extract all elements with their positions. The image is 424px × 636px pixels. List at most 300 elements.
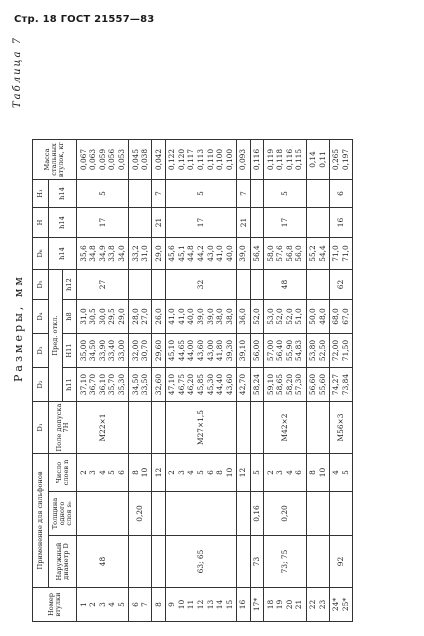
d5-value (236, 270, 250, 300)
col-d2-header: D₂ (33, 368, 49, 402)
d6-value-value: 34,0 (116, 245, 126, 262)
bushing-number-value: 5 (116, 602, 126, 607)
d4-value-value: 48,0 (317, 308, 327, 325)
bushing-number-value: 13 (205, 599, 215, 610)
layer-count-value: 2 (167, 470, 177, 475)
d2-value-value: 59,10 (265, 373, 275, 396)
mass-value-value: 0,117 (186, 148, 196, 171)
d6-value-value: 45,1 (176, 245, 186, 262)
bushing-number-value: 11 (186, 599, 196, 610)
mass-value-value: 0,265 (331, 148, 341, 171)
layer-count-value: 4 (97, 470, 107, 475)
mass-value-value: 0,115 (294, 148, 304, 171)
layer-count-value: 4 (284, 470, 294, 475)
d3-value-value: 34,50 (88, 339, 98, 362)
h-value: 21 (152, 208, 166, 238)
d2-value-value: 58,24 (252, 373, 262, 396)
bushing-number-value: 3 (97, 602, 107, 607)
bushing-number-value: 18 (265, 599, 275, 610)
d6-value (236, 238, 250, 270)
h1-value: 5 (77, 180, 129, 208)
d4-value-value: 39,0 (205, 308, 215, 325)
col-d1-header: D₁ (33, 402, 49, 454)
table-body (77, 140, 353, 622)
thread-size: M27×1,5 (165, 402, 236, 454)
d2-value (129, 368, 152, 402)
d3-value-value: 33,00 (116, 339, 126, 362)
d3-value-value: 35,00 (78, 339, 88, 362)
outer-diameter: 48 (77, 536, 129, 588)
mass-value-value: 0,042 (153, 148, 163, 171)
d3-value (236, 334, 250, 368)
d3-value (152, 334, 166, 368)
mass-value-value: 0,053 (116, 148, 126, 171)
d2-value-value: 56,60 (308, 373, 318, 396)
bushing-number-value: 6 (130, 602, 140, 607)
h1-value (250, 180, 264, 208)
bushing-number-value: 15 (224, 599, 234, 610)
thread-size (250, 402, 264, 454)
d6-value-value: 71,0 (340, 245, 350, 262)
d4-value-value: 30,5 (88, 308, 98, 325)
d4-value (306, 300, 329, 334)
bushing-number (264, 588, 306, 622)
col-d3-header: D₃ (33, 334, 49, 368)
bushing-number (250, 588, 264, 622)
d2-value-value: 46,20 (186, 373, 196, 396)
mass-value-value: 0,100 (215, 148, 225, 171)
bushing-number (165, 588, 236, 622)
d2-value (264, 368, 306, 402)
thread-size (236, 402, 250, 454)
d2-value-value: 58,65 (275, 373, 285, 396)
table-row (236, 140, 250, 622)
layer-count (152, 454, 166, 492)
d6-value (77, 238, 129, 270)
d4-value-value: 68,0 (331, 308, 341, 325)
d3-value-value: 30,70 (140, 339, 150, 362)
col-d6-tol: h14 (49, 238, 77, 270)
d2-value (250, 368, 264, 402)
d4-value (250, 300, 264, 334)
d2-value (236, 368, 250, 402)
d2-value (152, 368, 166, 402)
col-h1-header: H₁ (33, 180, 49, 208)
bushing-number-value: 4 (107, 602, 117, 607)
layer-count-value: 6 (294, 470, 304, 475)
mass-value-value: 0,038 (140, 148, 150, 171)
mass-value-value: 0,056 (107, 148, 117, 171)
mass-value (152, 140, 166, 180)
col-d3-tol: H11 (63, 334, 77, 368)
outer-diameter (306, 536, 329, 588)
bushing-number-value: 22 (308, 599, 318, 610)
mass-value-value: 0,116 (284, 148, 294, 171)
thread-size (129, 402, 152, 454)
d6-value-value: 31,0 (140, 245, 150, 262)
col-d5-tol: h12 (63, 270, 77, 300)
d2-value-value: 36,10 (97, 373, 107, 396)
d5-value (250, 270, 264, 300)
d6-value (329, 238, 352, 270)
d3-value-value: 56,40 (275, 339, 285, 362)
d3-value (129, 334, 152, 368)
layer-count (165, 454, 236, 492)
layer-count (306, 454, 329, 492)
bushing-number-value: 7 (140, 602, 150, 607)
d5-value (152, 270, 166, 300)
layer-thickness (77, 492, 129, 536)
d6-value-value: 58,0 (265, 245, 275, 262)
layer-count-value: 5 (107, 470, 117, 475)
mass-value-value: 0,063 (88, 148, 98, 171)
layer-count-value: 10 (317, 467, 327, 478)
mass-value-value: 0,113 (196, 148, 206, 171)
d5-value (129, 270, 152, 300)
h-value: 17 (77, 208, 129, 238)
d2-value-value: 37,10 (78, 373, 88, 396)
d5-value: 48 (264, 270, 306, 300)
d5-value: 62 (329, 270, 352, 300)
d6-value-value: 34,8 (88, 245, 98, 262)
mass-value-value: 0,045 (130, 148, 140, 171)
d6-value-value: 45,6 (167, 245, 177, 262)
bushing-number (77, 588, 129, 622)
bushing-number (306, 588, 329, 622)
d4-value-value: 31,0 (78, 308, 88, 325)
d6-value-value: 39,0 (238, 245, 248, 262)
bushing-number-value: 24* (331, 597, 341, 612)
d2-value-value: 46,75 (176, 373, 186, 396)
bushing-number-value: 20 (284, 599, 294, 610)
mass-value-value: 0,118 (275, 148, 285, 171)
h1-value (306, 180, 329, 208)
d2-value-value: 45,30 (205, 373, 215, 396)
layer-count (250, 454, 264, 492)
col-d1-tol: Поле допуска 7H (49, 402, 77, 454)
d2-value-value: 32,60 (153, 373, 163, 396)
outer-diameter (152, 536, 166, 588)
h-value (250, 208, 264, 238)
d4-value-value: 52,0 (275, 308, 285, 325)
d4-value (264, 300, 306, 334)
d2-value-value: 34,50 (130, 373, 140, 396)
d2-value-value: 57,30 (294, 373, 304, 396)
bushing-number-value: 8 (153, 602, 163, 607)
col-h1-tol: h14 (49, 180, 77, 208)
layer-thickness: 0,20 (264, 492, 306, 536)
layer-thickness (236, 492, 250, 536)
d3-value-value: 39,10 (238, 339, 248, 362)
table-row (306, 140, 329, 622)
mass-value (329, 140, 352, 180)
d4-value-value: 29,5 (107, 308, 117, 325)
bushing-number (152, 588, 166, 622)
d4-value (129, 300, 152, 334)
table-row (250, 140, 264, 622)
h1-value: 6 (329, 180, 352, 208)
d2-value (329, 368, 352, 402)
bushing-number-value: 14 (215, 599, 225, 610)
d2-value (77, 368, 129, 402)
layer-count (329, 454, 352, 492)
d2-value-value: 42,70 (238, 373, 248, 396)
layer-count (129, 454, 152, 492)
d4-value-value: 39,0 (196, 308, 206, 325)
layer-thickness (306, 492, 329, 536)
d6-value-value: 56,8 (284, 245, 294, 262)
d6-value-value: 35,6 (78, 245, 88, 262)
bushing-number-value: 16 (238, 599, 248, 610)
h1-value: 7 (236, 180, 250, 208)
table-row (129, 140, 152, 622)
table-row (152, 140, 166, 622)
h-value (129, 208, 152, 238)
d3-value-value: 72,00 (331, 339, 341, 362)
d3-value (264, 334, 306, 368)
title-bar (12, 34, 26, 622)
h-value: 21 (236, 208, 250, 238)
mass-value (306, 140, 329, 180)
h-value: 17 (264, 208, 306, 238)
layer-count-value: 4 (331, 470, 341, 475)
d3-value-value: 43,00 (205, 339, 215, 362)
d2-value-value: 36,70 (88, 373, 98, 396)
mass-value (165, 140, 236, 180)
bushing-number-value: 23 (317, 599, 327, 610)
d4-value-value: 52,0 (284, 308, 294, 325)
d6-value-value: 71,0 (331, 245, 341, 262)
outer-diameter (236, 536, 250, 588)
d6-value-value: 56,0 (294, 245, 304, 262)
d2-value-value: 58,20 (284, 373, 294, 396)
bushing-number (236, 588, 250, 622)
layer-count-value: 6 (205, 470, 215, 475)
mass-value-value: 0,110 (205, 148, 215, 171)
layer-count-value: 8 (308, 470, 318, 475)
d5-value (306, 270, 329, 300)
bushing-number-value: 9 (167, 602, 177, 607)
d6-value-value: 40,0 (224, 245, 234, 262)
layer-count-value: 5 (340, 470, 350, 475)
layer-count-value: 5 (252, 470, 262, 475)
mass-value-value: 0,100 (224, 148, 234, 171)
d2-value-value: 43,60 (224, 373, 234, 396)
layer-count-value: 8 (130, 470, 140, 475)
d4-value-value: 41,0 (176, 308, 186, 325)
d5-value: 27 (77, 270, 129, 300)
mass-value-value: 0,120 (176, 148, 186, 171)
d3-value (306, 334, 329, 368)
d6-value-value: 44,8 (186, 245, 196, 262)
d3-value-value: 33,90 (97, 339, 107, 362)
h1-value: 7 (152, 180, 166, 208)
d3-value-value: 53,80 (308, 339, 318, 362)
layer-count (264, 454, 306, 492)
layer-thickness (165, 492, 236, 536)
d4-value-value: 27,0 (140, 308, 150, 325)
d4-value-value: 36,0 (238, 308, 248, 325)
d2-value-value: 35,30 (116, 373, 126, 396)
d5-value: 32 (165, 270, 236, 300)
d4-value (165, 300, 236, 334)
layer-count-value: 12 (238, 467, 248, 478)
mass-value (250, 140, 264, 180)
layer-thickness: 0,16 (250, 492, 264, 536)
d4-value-value: 30,0 (97, 308, 107, 325)
col-d4-tol: h8 (63, 300, 77, 334)
outer-diameter (129, 536, 152, 588)
mass-value-value: 0,067 (78, 148, 88, 171)
col-d4-header: D₄ (33, 300, 49, 334)
bushing-number-value: 1 (78, 602, 88, 607)
d3-value-value: 52,50 (317, 339, 327, 362)
d4-value-value: 38,0 (224, 308, 234, 325)
d2-value-value: 33,50 (140, 373, 150, 396)
col-layers-header: Число слоев n (49, 454, 77, 492)
d3-value-value: 33,40 (107, 339, 117, 362)
table-row (165, 140, 236, 622)
layer-thickness: 0,20 (129, 492, 152, 536)
d6-value-value: 55,2 (308, 245, 318, 262)
d6-value-value: 33,2 (130, 245, 140, 262)
outer-diameter: 63; 65 (165, 536, 236, 588)
h-value: 16 (329, 208, 352, 238)
d6-value (152, 238, 166, 270)
thread-size: M22×1 (77, 402, 129, 454)
mass-value-value: 0,11 (317, 151, 327, 168)
d6-value-value: 41,0 (215, 245, 225, 262)
col-wall-header: Толщина одного слоя s₀ (49, 492, 77, 536)
table-label: Таблица 7 (12, 36, 23, 109)
d3-value-value: 32,00 (130, 339, 140, 362)
d4-value (152, 300, 166, 334)
outer-diameter: 73 (250, 536, 264, 588)
h1-value (129, 180, 152, 208)
bushing-number-value: 12 (196, 599, 206, 610)
layer-count-value: 3 (88, 470, 98, 475)
d4-value-value: 29,0 (116, 308, 126, 325)
h1-value: 5 (165, 180, 236, 208)
mass-value (129, 140, 152, 180)
d4-value-value: 41,0 (167, 308, 177, 325)
d6-value-value: 43,0 (205, 245, 215, 262)
col-d5-header: D₅ (33, 270, 49, 300)
bushing-number-value: 17* (252, 597, 262, 612)
d4-value-value: 26,0 (153, 308, 163, 325)
d4-value (77, 300, 129, 334)
h-value: 17 (165, 208, 236, 238)
d6-value (264, 238, 306, 270)
col-outer-d-header: Наружный диаметр D (49, 536, 77, 588)
d3-value-value: 56,00 (252, 339, 262, 362)
outer-diameter: 92 (329, 536, 352, 588)
layer-count-value: 8 (215, 470, 225, 475)
mass-value-value: 0,197 (340, 148, 350, 171)
d4-value-value: 53,0 (265, 308, 275, 325)
col-d2-tol: h11 (63, 368, 77, 402)
d6-value (306, 238, 329, 270)
thread-size: M56×3 (329, 402, 352, 454)
d4-value-value: 51,0 (294, 308, 304, 325)
layer-count-value: 2 (78, 470, 88, 475)
d2-value-value: 44,40 (215, 373, 225, 396)
d4-value-value: 40,0 (186, 308, 196, 325)
d6-value-value: 56,4 (252, 245, 262, 262)
d6-value (165, 238, 236, 270)
layer-count-value: 4 (186, 470, 196, 475)
d3-value (250, 334, 264, 368)
d3-value-value: 45,10 (167, 339, 177, 362)
d3-value-value: 71,50 (340, 339, 350, 362)
mass-value-value: 0,122 (167, 148, 177, 171)
d3-value-value: 44,00 (186, 339, 196, 362)
bushing-number-value: 2 (88, 602, 98, 607)
d2-value-value: 55,60 (317, 373, 327, 396)
d2-value (165, 368, 236, 402)
d6-value (129, 238, 152, 270)
table-row (264, 140, 306, 622)
d4-value (236, 300, 250, 334)
d6-value-value: 29,0 (153, 245, 163, 262)
layer-thickness (329, 492, 352, 536)
d3-value (329, 334, 352, 368)
d6-value-value: 44,2 (196, 245, 206, 262)
layer-count-value: 10 (140, 467, 150, 478)
pred-otkl-header: Пред. откл. (49, 270, 63, 402)
d2-value-value: 74,27 (331, 373, 341, 396)
layer-count (236, 454, 250, 492)
mass-value (77, 140, 129, 180)
d4-value (329, 300, 352, 334)
bushing-number-value: 25* (340, 597, 350, 612)
table-row (329, 140, 352, 622)
d6-value-value: 57,6 (275, 245, 285, 262)
d3-value-value: 29,60 (153, 339, 163, 362)
layer-count-value: 12 (153, 467, 163, 478)
d3-value-value: 41,80 (215, 339, 225, 362)
d3-value-value: 54,83 (294, 339, 304, 362)
d6-value (250, 238, 264, 270)
thread-size (306, 402, 329, 454)
layer-count (77, 454, 129, 492)
d3-value-value: 39,30 (224, 339, 234, 362)
layer-count-value: 5 (196, 470, 206, 475)
bushing-number-value: 19 (275, 599, 285, 610)
layer-count-value: 3 (176, 470, 186, 475)
mass-value-value: 0,116 (252, 148, 262, 171)
d3-value-value: 55,90 (284, 339, 294, 362)
col-h-header: H (33, 208, 49, 238)
dimensions-table (32, 139, 353, 622)
mass-value-value: 0,119 (265, 148, 275, 171)
d2-value-value: 45,85 (196, 373, 206, 396)
rotated-page-content (12, 34, 408, 622)
col-d6-header: D₆ (33, 238, 49, 270)
bushing-number-value: 21 (294, 599, 304, 610)
d3-value (77, 334, 129, 368)
d3-value-value: 57,00 (265, 339, 275, 362)
page-title: Размеры, мм (12, 274, 25, 382)
col-mass-header: Масса стальных втулок, кг (33, 140, 77, 180)
bushing-number-value: 10 (176, 599, 186, 610)
d2-value-value: 35,70 (107, 373, 117, 396)
col-num-header: Номер втулки (33, 588, 77, 622)
d3-value (165, 334, 236, 368)
d6-value-value: 34,9 (97, 245, 107, 262)
layer-thickness (152, 492, 166, 536)
layer-count-value: 3 (275, 470, 285, 475)
